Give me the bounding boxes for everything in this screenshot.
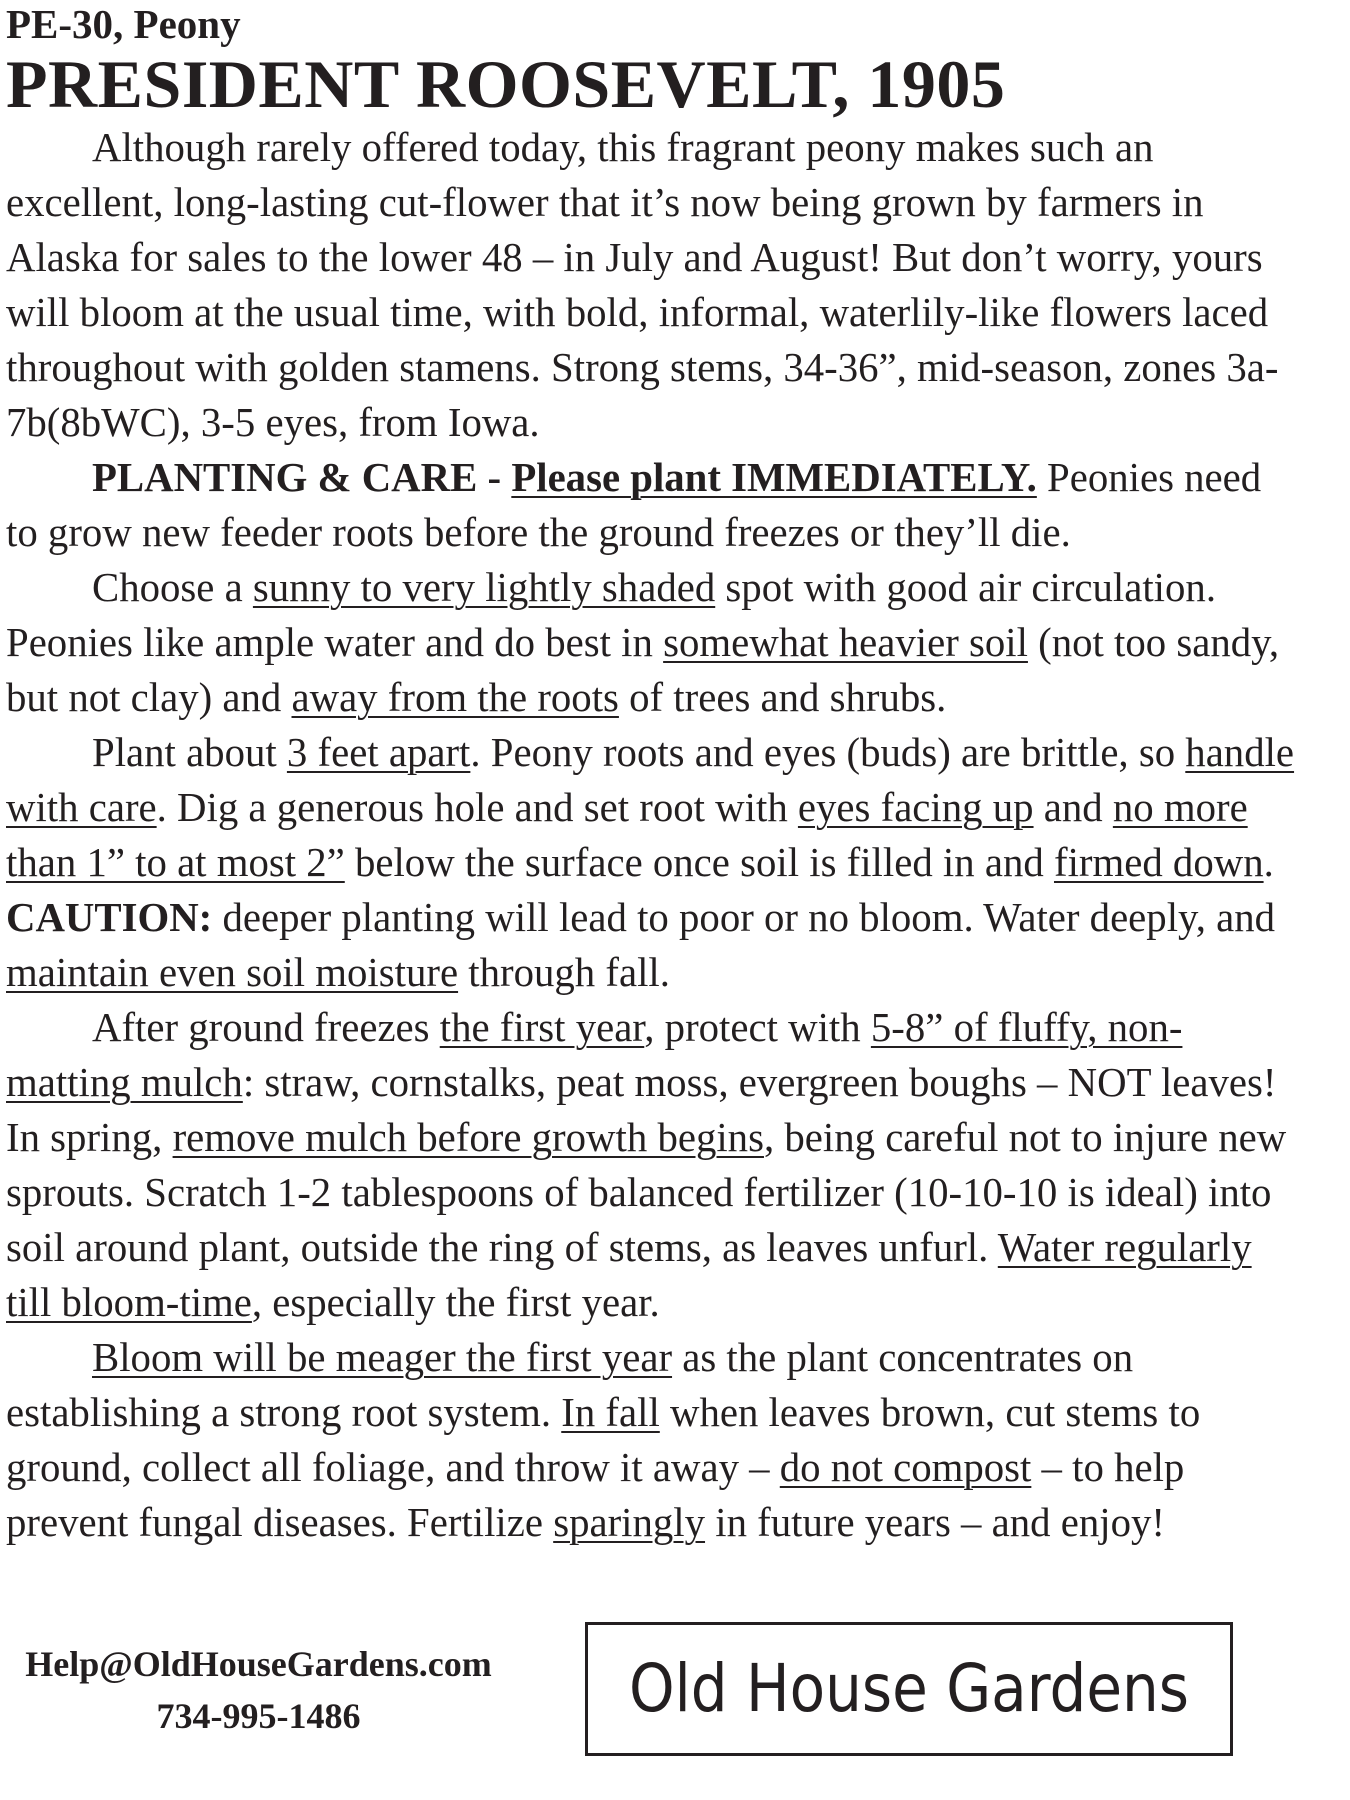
- emphasis-span: do not compost: [779, 1445, 1032, 1490]
- text-span: in future years – and enjoy!: [705, 1500, 1165, 1545]
- logo-wordmark: [609, 1639, 1209, 1739]
- text-span: Choose a: [92, 565, 253, 610]
- text-span: spot with good air circulation. Peonies like ample water and do best in: [6, 565, 1217, 665]
- emphasis-span: Bloom will be meager the first year: [92, 1335, 673, 1380]
- text-span: , protect with: [644, 1005, 871, 1050]
- planting-heading: PLANTING & CARE: [92, 455, 478, 500]
- care-sheet: [6, 0, 1296, 1550]
- text-span: : straw, cornstalks, peat moss, evergreen boughs – NOT leaves! In spring,: [6, 1060, 1277, 1160]
- emphasis-span: 3 feet apart: [286, 730, 471, 775]
- company-logo: [585, 1622, 1233, 1756]
- text-span: . Dig a generous hole and set root with: [156, 785, 798, 830]
- planting-intro-paragraph: [6, 450, 1296, 560]
- emphasis-span: maintain even soil moisture: [6, 950, 459, 995]
- emphasis-span: 5-8” of fluffy, non-matting mulch: [6, 1005, 1183, 1105]
- emphasis-span: away from the roots: [291, 675, 619, 720]
- text-span: . Peony roots and eyes (buds) are brittle, so: [470, 730, 1186, 775]
- emphasis-span: remove mulch before growth begins: [172, 1115, 764, 1160]
- emphasis-span: somewhat heavier soil: [663, 620, 1028, 665]
- planting-separator: -: [477, 455, 512, 500]
- text-span: .: [1263, 840, 1274, 885]
- text-span: After ground freezes: [92, 1005, 440, 1050]
- contact-phone: 734-995-1486: [156, 1696, 361, 1736]
- text-span: , being careful not to injure new sprouts. Scratch 1-2 tablespoons of balanced fertilizer (10-10-10 is ideal) into soil around plant, outside the ring of stems, as leaves unfurl.: [6, 1115, 1287, 1270]
- text-span: through fall.: [458, 950, 670, 995]
- planting-paragraph: [6, 725, 1296, 1000]
- caution-label: CAUTION:: [6, 895, 213, 940]
- emphasis-span: sparingly: [553, 1500, 706, 1545]
- text-span: as the plant concentrates on establishing a strong root system.: [6, 1335, 1134, 1435]
- emphasis-span: sunny to very lightly shaded: [252, 565, 716, 610]
- contact-block: [6, 1638, 511, 1742]
- emphasis-span: the first year: [439, 1005, 645, 1050]
- site-paragraph: [6, 560, 1296, 725]
- emphasis-span: Water regularly till bloom-time: [6, 1225, 1252, 1325]
- emphasis-span: handle with care: [6, 730, 1295, 830]
- page-title: PRESIDENT ROOSEVELT, 1905: [6, 46, 1006, 122]
- text-span: – to help prevent fungal diseases. Fertilize: [6, 1445, 1185, 1545]
- emphasis-span: eyes facing up: [797, 785, 1034, 830]
- text-span: below the surface once soil is filled in and: [344, 840, 1054, 885]
- text-span: and: [1033, 785, 1113, 830]
- text-span: Plant about: [92, 730, 287, 775]
- text-span: deeper planting will lead to poor or no bloom. Water deeply, and: [212, 895, 1276, 940]
- description-paragraph: Although rarely offered today, this fragrant peony makes such an excellent, long-lasting cut-flower that it’s now being grown by farmers in Alaska for sales to the lower 48 – in July and August! But don’t worry, yours will bloom at the usual time, with bold, informal, waterlily-like flowers laced throughout with golden stamens. Strong stems, 34-36”, mid-season, zones 3a-7b(8bWC), 3-5 eyes, from Iowa.: [6, 125, 1279, 445]
- text-span: when leaves brown, cut stems to ground, collect all foliage, and throw it away –: [6, 1390, 1201, 1490]
- bloom-paragraph: [6, 1330, 1296, 1550]
- emphasis-span: In fall: [561, 1390, 660, 1435]
- product-code: PE-30, Peony: [6, 1, 241, 47]
- logo-text: Old House Gardens: [629, 1650, 1189, 1727]
- urgent-notice: Please plant IMMEDIATELY.: [511, 455, 1037, 500]
- emphasis-span: no more than 1” to at most 2”: [6, 785, 1248, 885]
- text-span: of trees and shrubs.: [618, 675, 947, 720]
- text-span: Peonies need to grow new feeder roots before the ground freezes or they’ll die.: [6, 455, 1262, 555]
- body-text: [6, 120, 1296, 1550]
- emphasis-span: firmed down: [1053, 840, 1264, 885]
- mulch-paragraph: [6, 1000, 1296, 1330]
- contact-email[interactable]: Help@OldHouseGardens.com: [25, 1644, 492, 1684]
- text-span: (not too sandy, but not clay) and: [6, 620, 1280, 720]
- text-span: , especially the first year.: [251, 1280, 660, 1325]
